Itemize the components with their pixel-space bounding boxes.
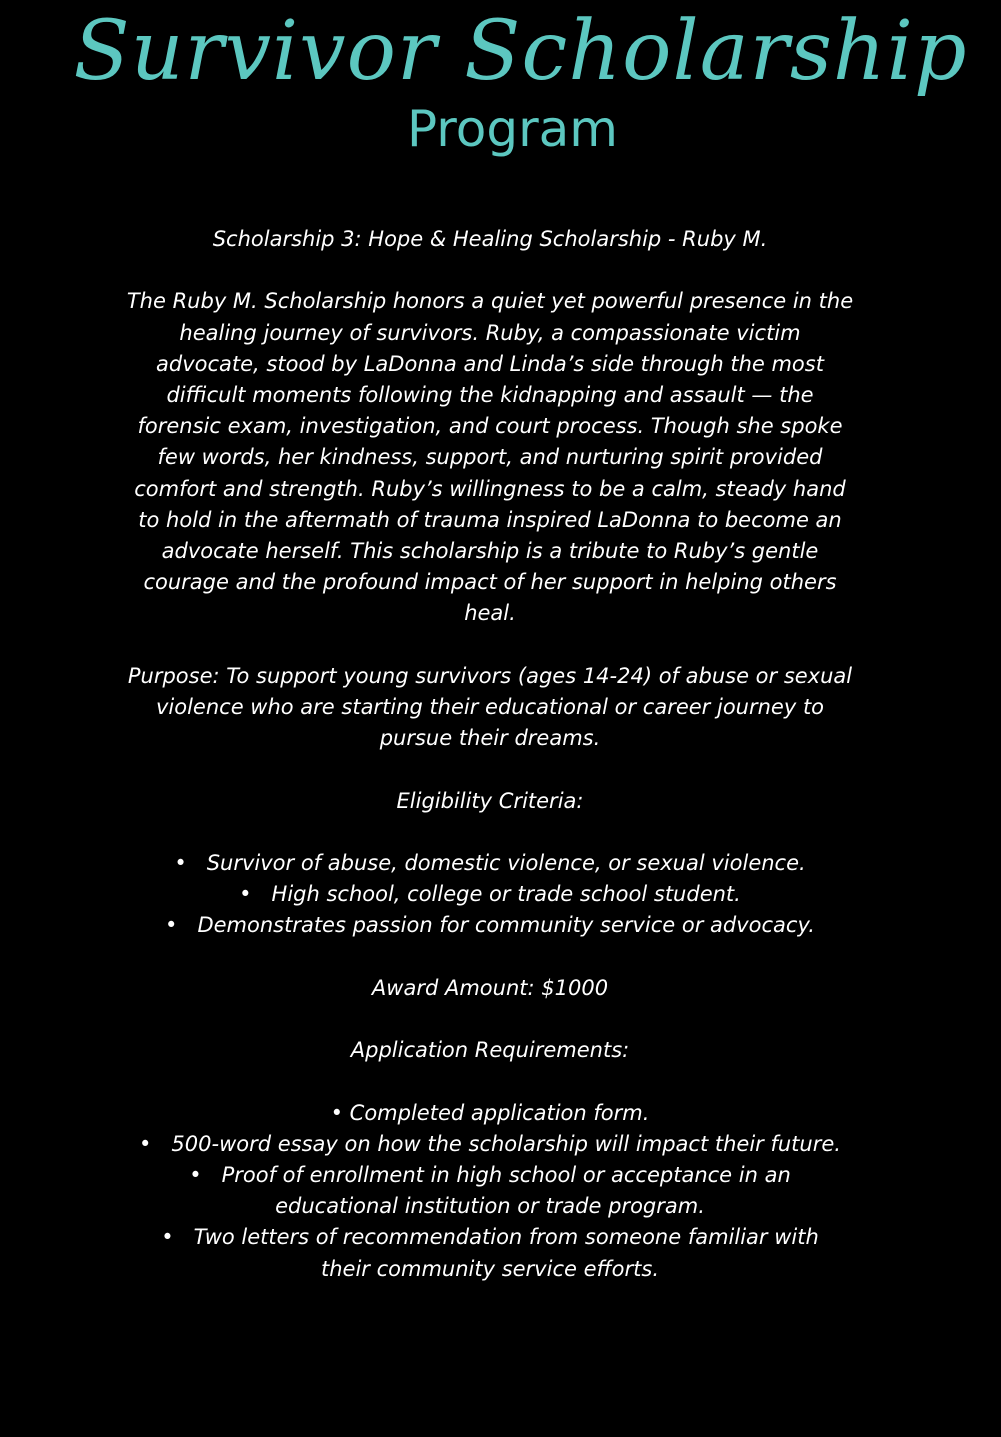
bullet-icon: • [139, 1131, 152, 1156]
requirement-item-continuation: educational institution or trade program. [275, 1194, 705, 1219]
bullet-icon: • [174, 851, 187, 875]
description-line: forensic exam, investigation, and court process. Though she spoke [137, 414, 843, 439]
eligibility-heading: Eligibility Criteria: [396, 788, 584, 813]
description-line: few words, her kindness, support, and nurturing spirit provided [157, 445, 823, 470]
requirement-item-continuation: their community service efforts. [320, 1256, 659, 1281]
purpose [60, 661, 920, 755]
scholarship-heading: Scholarship 3: Hope & Healing Scholarship - Ruby M. [212, 227, 768, 251]
eligibility-item [60, 848, 920, 879]
description-line: heal. [464, 601, 516, 626]
description-line: The Ruby M. Scholarship honors a quiet yet powerful presence in the [126, 289, 854, 314]
bullet-icon: • [239, 882, 252, 907]
spacer [60, 630, 920, 661]
spacer [60, 1066, 920, 1097]
purpose-line: pursue their dreams. [379, 726, 601, 751]
description-line: to hold in the aftermath of trauma inspired LaDonna to become an [138, 507, 842, 532]
program-title: Program [407, 100, 618, 158]
spacer [60, 942, 920, 973]
purpose-line: Purpose: To support young survivors (ages 14-24) of abuse or sexual [127, 663, 853, 688]
eligibility-item-text: Demonstrates passion for community service or advocacy. [197, 913, 815, 938]
script-title: Survivor Scholarship [73, 4, 968, 99]
award-amount: Award Amount: $1000 [371, 975, 609, 1000]
spacer [60, 255, 920, 286]
description [60, 286, 920, 629]
description-line: comfort and strength. Ruby’s willingness to be a calm, steady hand [134, 476, 846, 501]
eligibility-item [60, 879, 920, 910]
spacer [60, 1004, 920, 1035]
requirement-item [60, 1160, 920, 1191]
eligibility-item [60, 910, 920, 941]
header [0, 0, 1001, 170]
purpose-line: violence who are starting their educational or career journey to [155, 695, 825, 720]
description-line: difficult moments following the kidnapping and assault — the [166, 383, 814, 407]
requirement-item-text: Proof of enrollment in high school or acceptance in an [221, 1162, 791, 1187]
bullet-icon: • [165, 913, 178, 938]
requirement-item [60, 1222, 920, 1253]
requirements-list [60, 1098, 920, 1285]
requirement-item-text: 500-word essay on how the scholarship will impact their future. [171, 1131, 841, 1156]
description-line: healing journey of survivors. Ruby, a compassionate victim [179, 320, 801, 345]
requirement-item: • Completed application form. [330, 1100, 650, 1125]
requirement-item-text: Two letters of recommendation from someone familiar with [193, 1225, 819, 1250]
description-line: advocate, stood by LaDonna and Linda’s side through the most [156, 351, 824, 376]
bullet-icon: • [161, 1225, 174, 1250]
description-line: courage and the profound impact of her support in helping others [143, 570, 837, 595]
eligibility-item-text: High school, college or trade school student. [271, 882, 741, 907]
spacer [60, 817, 920, 848]
requirements-heading: Application Requirements: [350, 1038, 630, 1063]
scholarship-content [60, 224, 920, 1285]
eligibility-list [60, 848, 920, 942]
bullet-icon: • [189, 1162, 202, 1187]
requirement-item [60, 1129, 920, 1160]
eligibility-item-text: Survivor of abuse, domestic violence, or sexual violence. [206, 851, 806, 875]
spacer [60, 754, 920, 785]
description-line: advocate herself. This scholarship is a tribute to Ruby’s gentle [161, 539, 819, 564]
